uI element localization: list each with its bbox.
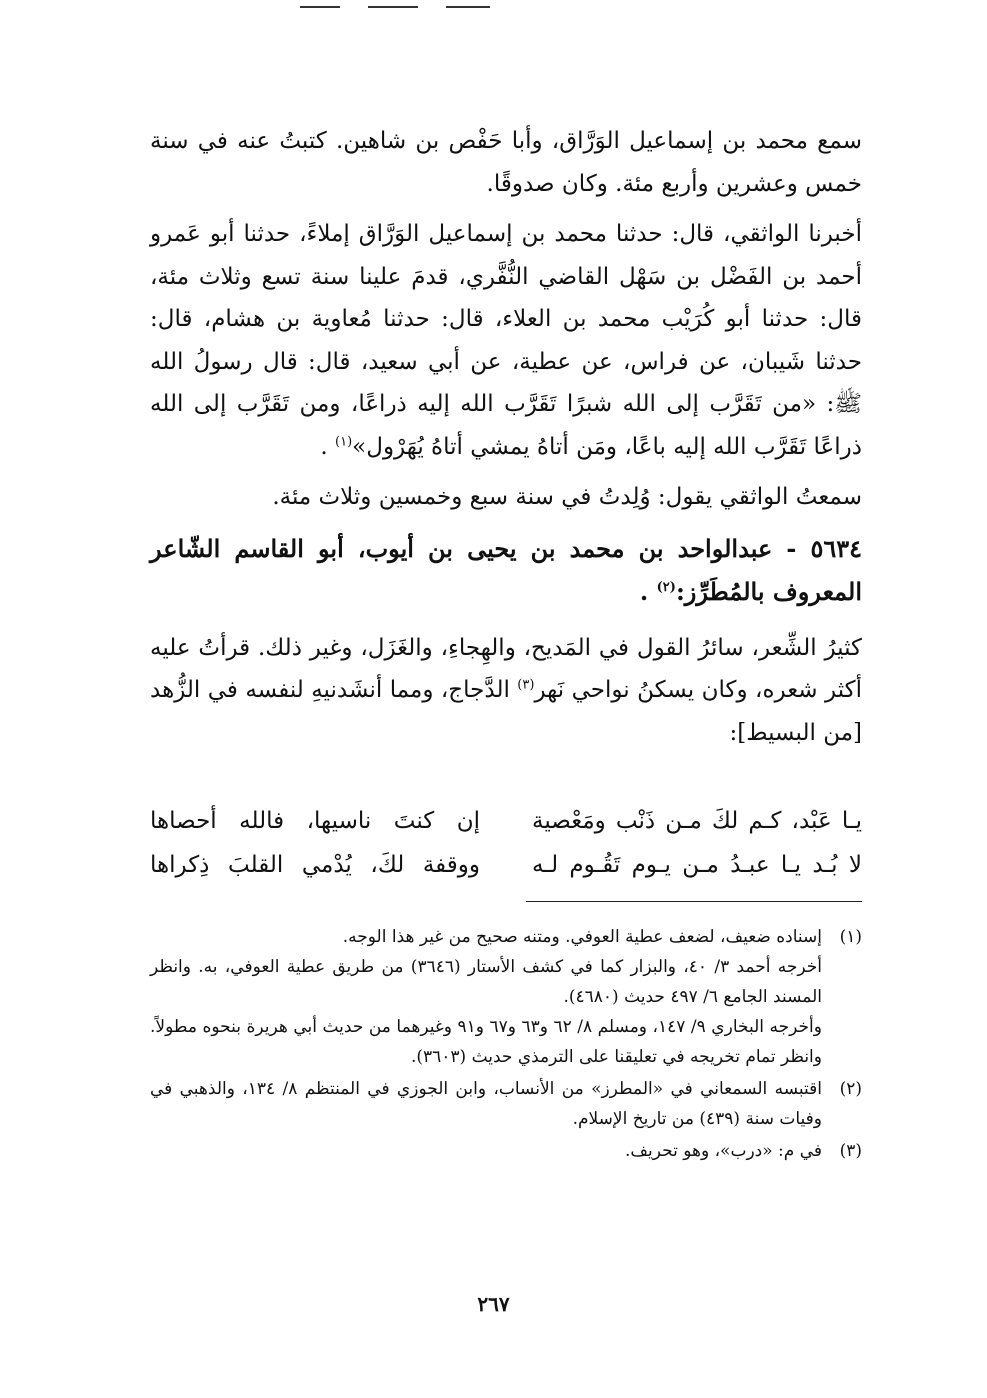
paragraph-birth: سمعتُ الواثقي يقول: وُلِدتُ في سنة سبع وخمسين وثلاث مئة. [272, 484, 862, 510]
footnote-ref-1[interactable]: (١) [335, 433, 353, 449]
verse-line [150, 808, 862, 848]
footnote-text [150, 1136, 822, 1166]
footnote-ref-3[interactable]: (٣) [517, 677, 535, 693]
footnote-2 [150, 1074, 862, 1134]
paragraph-hadith [150, 213, 862, 468]
footnote-marker: (٣) [839, 1141, 862, 1161]
page-number: ٢٦٧ [477, 1292, 510, 1316]
footnote-separator [526, 901, 862, 902]
paragraph-intro: سمع محمد بن إسماعيل الوَرَّاق، وأبا حَفْص بن شاهين. كتبتُ عنه في سنة خمس وعشرين وأربع مئة. وكان صدوقًا. [150, 128, 862, 197]
paragraph-biography [150, 627, 862, 755]
footnote-line: اقتبسه السمعاني في «المطرز» من الأنساب، وابن الجوزي في المنتظم ٨/ ١٣٤، والذهبي في وفيات سنة (٤٣٩) من تاريخ الإسلام. [150, 1079, 823, 1129]
footnotes [150, 922, 862, 1168]
paragraph-end: . [320, 433, 336, 460]
footnote-marker: (١) [839, 927, 862, 947]
verse-line [150, 852, 862, 892]
main-text [150, 120, 862, 762]
top-rule-right [446, 6, 490, 8]
footnote-line: في م: «درب»، وهو تحريف. [624, 1141, 822, 1161]
entry-dash: - [772, 533, 811, 563]
footnote-line: وأخرجه البخاري ٩/ ١٤٧، ومسلم ٨/ ٦٢ و٦٣ و٦٧ و٩١ وغيرهما من حديث أبي هريرة بنحوه مطولاً. وانظر تمام تخريجه في تعليقنا على الترمذي حديث (٣٦٠٣). [150, 1017, 822, 1067]
verse-first-hemistich: لا بُـد يـا عبـدُ مـن يـوم تَقُـوم لـه [532, 852, 862, 878]
verse-first-hemistich: يـا عَبْد، كـم لكَ مـن ذَنْب ومَعْصية [532, 808, 862, 834]
entry-end: . [639, 576, 657, 606]
top-rule-middle [368, 6, 418, 8]
entry-heading [150, 527, 862, 613]
entry-number: ٥٦٣٤ [810, 533, 862, 563]
footnote-text [150, 1074, 822, 1134]
footnote-3 [150, 1136, 862, 1166]
footnote-marker: (٢) [839, 1079, 862, 1099]
top-rule-left [300, 6, 340, 8]
biography-text-b: الدَّجاج، ومما أنشَدنيهِ لنفسه في الزُّهد [من البسيط]: [150, 677, 862, 746]
biography-text-a: كثيرُ الشِّعر، سائرُ القول في المَديح، والهِجاءِ، والغَزَل، وغير ذلك. قرأتُ عليه أكثر شعره، وكان يسكنُ نواحي نَهر [150, 634, 862, 703]
footnote-line: إسناده ضعيف، لضعف عطية العوفي. ومتنه صحيح من غير هذا الوجه. [342, 927, 822, 947]
verse-second-hemistich: إن كنتَ ناسيها، فالله أحصاها [150, 808, 480, 834]
footnote-ref-2[interactable]: (٢) [656, 579, 676, 595]
verse-second-hemistich: ووقفة لكَ، يُدْمي القلبَ ذِكراها [150, 852, 480, 878]
entry-title: عبدالواحد بن محمد بن يحيى بن أيوب، أبو القاسم الشّاعر المعروف بالمُطَرِّز: [150, 533, 862, 606]
footnote-text [150, 922, 822, 1072]
hadith-text: أخبرنا الواثقي، قال: حدثنا محمد بن إسماعيل الوَرَّاق إملاءً، حدثنا أبو عَمرو أحمد بن الفَضْل بن سَهْل القاضي النُّفَّري، قدمَ علينا سنة تسع وثلاث مئة، قال: حدثنا أبو كُرَيْب محمد بن العلاء، قال: حدثنا مُعاوية بن هشام، قال: حدثنا شَيبان، عن فراس، عن عطية، عن أبي سعيد، قال: قال رسولُ الله ﷺ: «من تَقَرَّب إلى الله شبرًا تَقَرَّب الله إليه ذراعًا، ومن تَقَرَّب إلى الله ذراعًا تَقَرَّب الله إليه باعًا، ومَن أتاهُ يمشي أتاهُ يُهَرْول» [150, 221, 862, 460]
footnote-line: أخرجه أحمد ٣/ ٤٠، والبزار كما في كشف الأستار (٣٦٤٦) من طريق عطية العوفي، به. وانظر المسند الجامع ٦/ ٤٩٧ حديث (٤٦٨٠). [150, 957, 822, 1007]
footnote-1 [150, 922, 862, 1072]
